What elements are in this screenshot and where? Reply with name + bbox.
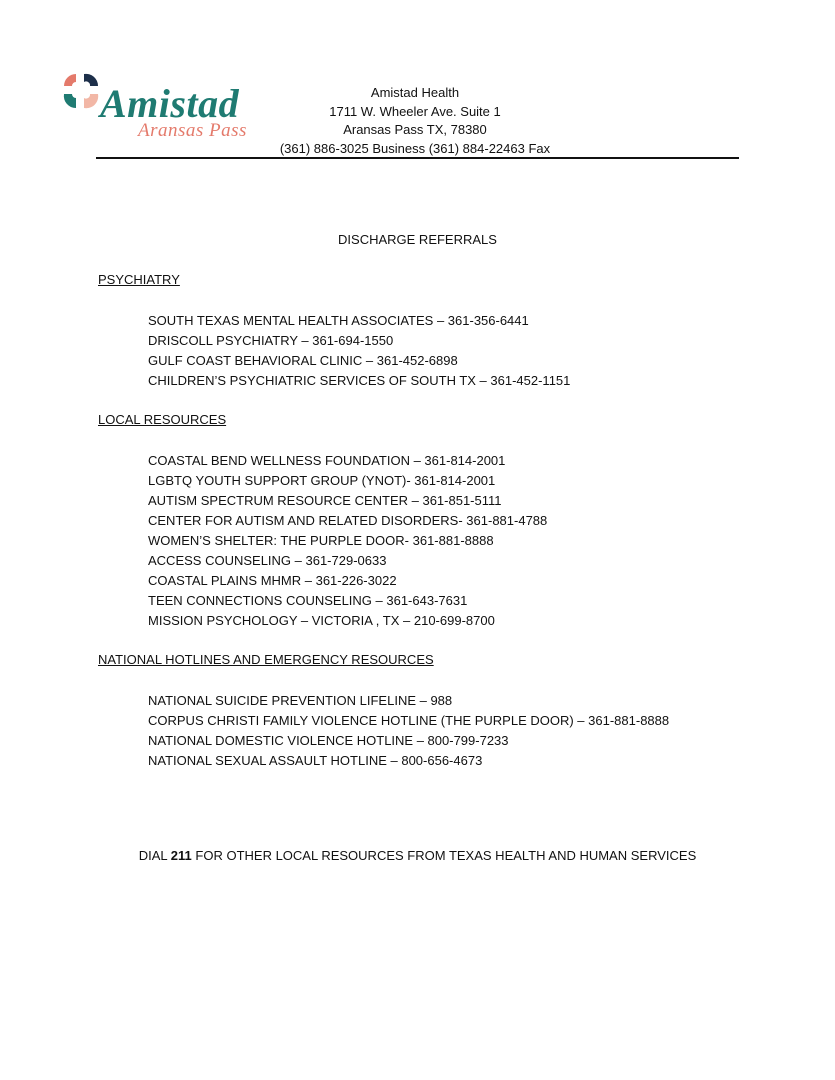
list-item: COASTAL PLAINS MHMR – 361-226-3022 xyxy=(148,573,397,588)
list-item: ACCESS COUNSELING – 361-729-0633 xyxy=(148,553,387,568)
list-item: NATIONAL SEXUAL ASSAULT HOTLINE – 800-656-4673 xyxy=(148,753,483,768)
list-item: AUTISM SPECTRUM RESOURCE CENTER – 361-851-5111 xyxy=(148,493,502,508)
dial-suffix: FOR OTHER LOCAL RESOURCES FROM TEXAS HEALTH AND HUMAN SERVICES xyxy=(195,848,697,863)
list-item: TEEN CONNECTIONS COUNSELING – 361-643-7631 xyxy=(148,593,468,608)
logo-subtitle: Aransas Pass xyxy=(138,120,247,141)
header-divider xyxy=(96,157,739,159)
address-line-1: 1711 W. Wheeler Ave. Suite 1 xyxy=(329,103,501,119)
contact-numbers: (361) 886-3025 Business (361) 884-22463 Fax xyxy=(279,140,551,156)
list-item: MISSION PSYCHOLOGY – VICTORIA , TX – 210-699-8700 xyxy=(148,613,495,628)
dial-prefix: DIAL xyxy=(138,848,168,863)
section-heading-local-resources: LOCAL RESOURCES xyxy=(98,412,227,427)
national-hotlines-list xyxy=(148,691,669,771)
local-resources-list xyxy=(148,451,547,631)
section-heading-national-hotlines: NATIONAL HOTLINES AND EMERGENCY RESOURCES xyxy=(98,652,434,667)
list-item: WOMEN’S SHELTER: THE PURPLE DOOR- 361-881-8888 xyxy=(148,533,494,548)
list-item: SOUTH TEXAS MENTAL HEALTH ASSOCIATES – 361-356-6441 xyxy=(148,313,529,328)
document-title: DISCHARGE REFERRALS xyxy=(338,232,497,247)
list-item: COASTAL BEND WELLNESS FOUNDATION – 361-814-2001 xyxy=(148,453,506,468)
list-item: CHILDREN’S PSYCHIATRIC SERVICES OF SOUTH TX – 361-452-1151 xyxy=(148,373,571,388)
section-heading-psychiatry: PSYCHIATRY xyxy=(98,272,180,287)
org-name: Amistad Health xyxy=(370,85,460,100)
list-item: CORPUS CHRISTI FAMILY VIOLENCE HOTLINE (THE PURPLE DOOR) – 361-881-8888 xyxy=(148,713,670,728)
letterhead-address xyxy=(270,84,560,158)
psychiatry-list xyxy=(148,311,570,391)
list-item: GULF COAST BEHAVIORAL CLINIC – 361-452-6898 xyxy=(148,353,458,368)
list-item: CENTER FOR AUTISM AND RELATED DISORDERS- 361-881-4788 xyxy=(148,513,548,528)
dial-211-note xyxy=(0,848,835,863)
amistad-logo xyxy=(58,68,268,148)
list-item: DRISCOLL PSYCHIATRY – 361-694-1550 xyxy=(148,333,394,348)
list-item: NATIONAL DOMESTIC VIOLENCE HOTLINE – 800-799-7233 xyxy=(148,733,509,748)
logo-wordmark: Amistad xyxy=(100,81,240,126)
list-item: LGBTQ YOUTH SUPPORT GROUP (YNOT)- 361-814-2001 xyxy=(148,473,496,488)
logo-mark-icon xyxy=(58,68,106,116)
dial-number: 211 xyxy=(170,848,192,863)
list-item: NATIONAL SUICIDE PREVENTION LIFELINE – 988 xyxy=(148,693,453,708)
address-line-2: Aransas Pass TX, 78380 xyxy=(343,122,487,137)
